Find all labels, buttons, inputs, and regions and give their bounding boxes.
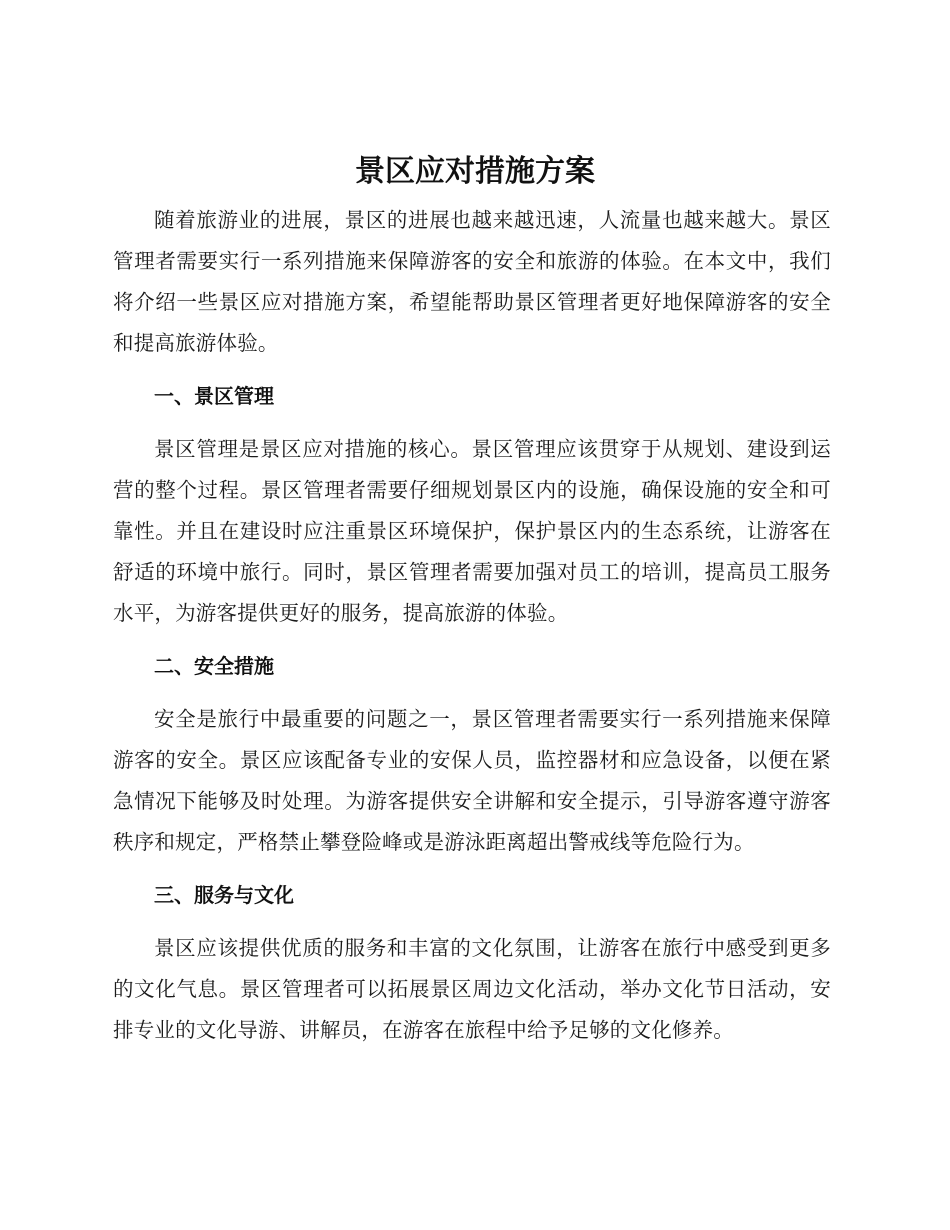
document-title: 景区应对措施方案 xyxy=(355,154,595,189)
section-heading-service-culture: 三、服务与文化 xyxy=(154,883,294,907)
section-body-safety: 安全是旅行中最重要的问题之一，景区管理者需要实行一系列措施来保障游客的安全。景区应该配备专业的安保人员，监控器材和应急设备，以便在紧急情况下能够及时处理。为游客提供安全讲解和安全提示，引导游客遵守游客秩序和规定，严格禁止攀登险峰或是游泳距离超出警戒线等危险行为。 xyxy=(113,707,831,854)
section-body-service-culture: 景区应该提供优质的服务和丰富的文化氛围，让游客在旅行中感受到更多的文化气息。景区管理者可以拓展景区周边文化活动，举办文化节日活动，安排专业的文化导游、讲解员，在游客在旅程中给予足够的文化修养。 xyxy=(113,936,831,1042)
section-body-management: 景区管理是景区应对措施的核心。景区管理应该贯穿于从规划、建设到运营的整个过程。景区管理者需要仔细规划景区内的设施，确保设施的安全和可靠性。并且在建设时应注重景区环境保护，保护景区内的生态系统，让游客在舒适的环境中旅行。同时，景区管理者需要加强对员工的培训，提高员工服务水平，为游客提供更好的服务，提高旅游的体验。 xyxy=(113,437,831,625)
section-heading-management: 一、景区管理 xyxy=(154,384,274,408)
section-heading-safety: 二、安全措施 xyxy=(154,654,274,678)
intro-paragraph: 随着旅游业的进展，景区的进展也越来越迅速，人流量也越来越大。景区管理者需要实行一系列措施来保障游客的安全和旅游的体验。在本文中，我们将介绍一些景区应对措施方案，希望能帮助景区管理者更好地保障游客的安全和提高旅游体验。 xyxy=(113,208,831,355)
document-body xyxy=(113,200,831,1051)
